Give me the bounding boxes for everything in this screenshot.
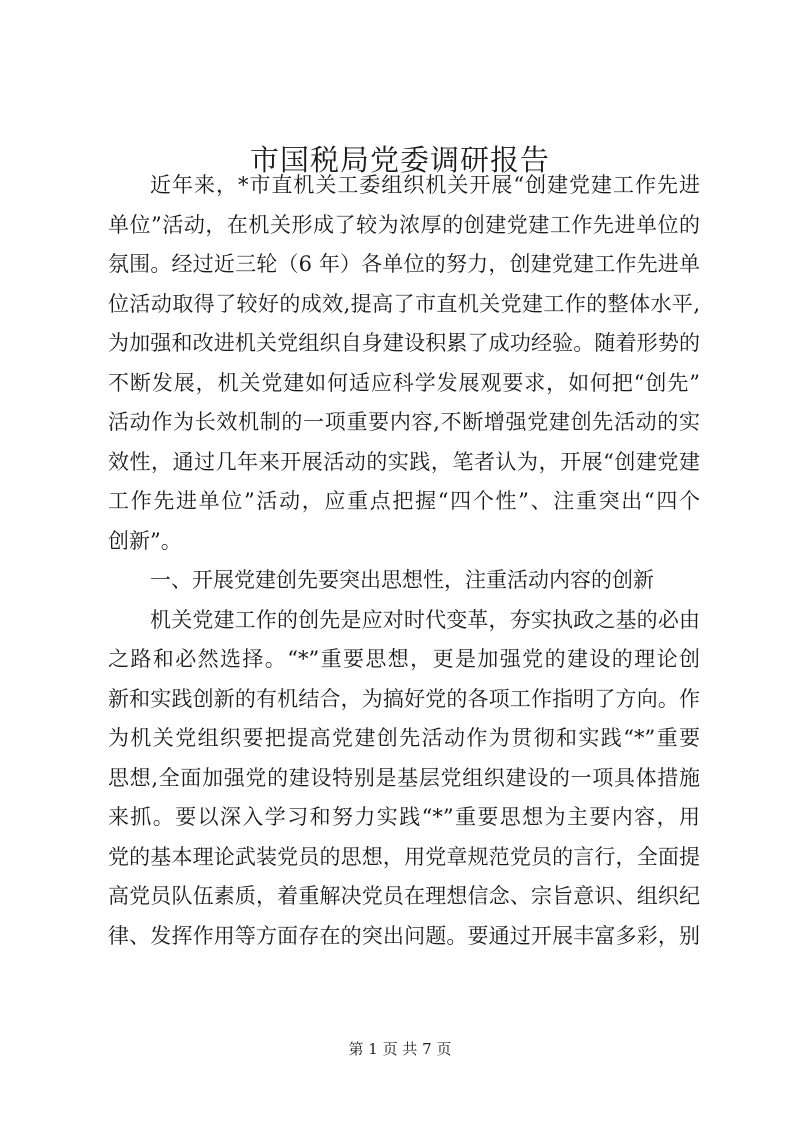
paragraph-line: 单位”活动，在机关形成了较为浓厚的创建党建工作先进单位的: [108, 212, 700, 237]
paragraph-line: 之路和必然选择。“*”重要思想，更是加强党的建设的理论创: [108, 647, 700, 671]
paragraph-line: 近年来，*市直机关工委组织机关开展“创建党建工作先进: [150, 173, 700, 197]
paragraph-line: 高党员队伍素质，着重解决党员在理想信念、宗旨意识、组织纪: [108, 884, 700, 908]
paragraph-line: 来抓。要以深入学习和努力实践“*”重要思想为主要内容，用: [108, 805, 700, 829]
paragraph-line: 律、发挥作用等方面存在的突出问题。要通过开展丰富多彩，别: [108, 923, 700, 948]
paragraph-line: 新和实践创新的有机结合，为搞好党的各项工作指明了方向。作: [108, 686, 700, 711]
paragraph-line: 为机关党组织要把提高党建创先活动作为贯彻和实践“*”重要: [108, 726, 700, 750]
paragraph-line: 不断发展，机关党建如何适应科学发展观要求，如何把“创先”: [108, 370, 700, 395]
paragraph-line: 工作先进单位”活动，应重点把握“四个性”、注重突出“四个: [108, 489, 700, 513]
paragraph-line: 为加强和改进机关党组织自身建设积累了成功经验。随着形势的: [108, 331, 700, 355]
paragraph-line: 思想,全面加强党的建设特别是基层党组织建设的一项具体措施: [108, 765, 700, 790]
paragraph-line: 氛围。经过近三轮（6 年）各单位的努力，创建党建工作先进单: [108, 252, 700, 276]
section-heading: 一、开展党建创先要突出思想性，注重活动内容的创新: [150, 568, 654, 592]
paragraph-line: 创新”。: [108, 528, 182, 553]
paragraph-line: 党的基本理论武装党员的思想，用党章规范党员的言行，全面提: [108, 844, 700, 869]
paragraph-line: 机关党建工作的创先是应对时代变革，夯实执政之基的必由: [150, 607, 700, 632]
page-number: 第 1 页 共 7 页: [348, 1040, 452, 1058]
paragraph-line: 活动作为长效机制的一项重要内容,不断增强党建创先活动的实: [108, 410, 700, 434]
body-text: [108, 166, 700, 956]
paragraph-line: 位活动取得了较好的成效,提高了市直机关党建工作的整体水平,: [108, 291, 700, 316]
document-title: 市国税局党委调研报告: [249, 143, 550, 177]
paragraph-line: 效性，通过几年来开展活动的实践，笔者认为，开展“创建党建: [108, 449, 700, 474]
